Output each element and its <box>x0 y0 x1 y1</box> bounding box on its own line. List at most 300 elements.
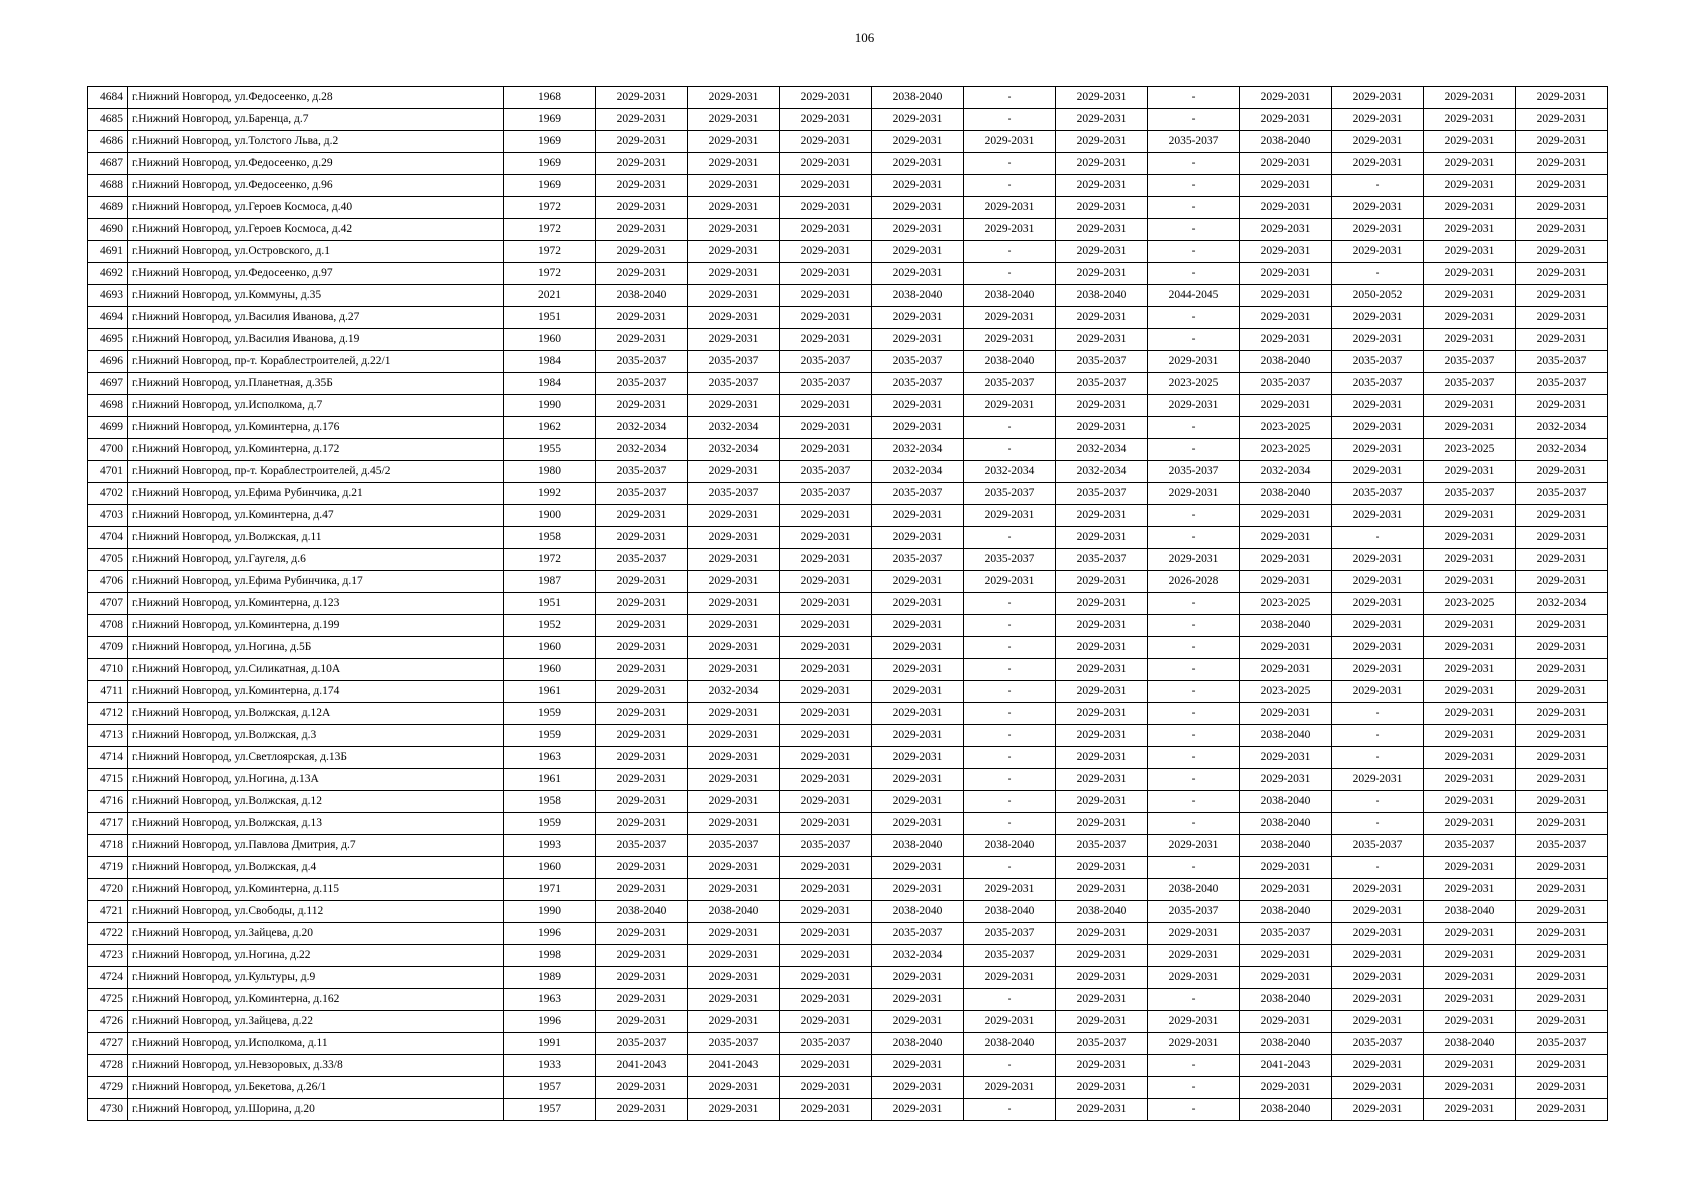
period-cell: 2035-2037 <box>1424 373 1516 395</box>
table-row <box>88 219 1608 241</box>
table-row <box>88 461 1608 483</box>
year-built-cell: 1972 <box>504 549 596 571</box>
row-number-cell: 4692 <box>88 263 128 285</box>
period-cell: 2029-2031 <box>1240 109 1332 131</box>
period-cell: 2038-2040 <box>1424 1033 1516 1055</box>
period-cell: 2029-2031 <box>872 263 964 285</box>
period-cell: 2029-2031 <box>1240 637 1332 659</box>
period-cell: 2029-2031 <box>688 615 780 637</box>
period-cell: 2038-2040 <box>1056 901 1148 923</box>
address-cell: г.Нижний Новгород, ул.Коминтерна, д.199 <box>128 615 504 637</box>
period-cell: 2029-2031 <box>780 527 872 549</box>
period-cell: 2029-2031 <box>596 989 688 1011</box>
period-cell: 2038-2040 <box>1240 615 1332 637</box>
row-number-cell: 4687 <box>88 153 128 175</box>
year-built-cell: 1971 <box>504 879 596 901</box>
period-cell: 2032-2034 <box>1516 417 1608 439</box>
year-built-cell: 1962 <box>504 417 596 439</box>
period-cell: 2035-2037 <box>780 461 872 483</box>
address-cell: г.Нижний Новгород, ул.Исполкома, д.11 <box>128 1033 504 1055</box>
table-row <box>88 857 1608 879</box>
period-cell: 2029-2031 <box>596 769 688 791</box>
period-cell: 2029-2031 <box>1240 879 1332 901</box>
period-cell: 2029-2031 <box>872 571 964 593</box>
row-number-cell: 4707 <box>88 593 128 615</box>
period-cell: 2029-2031 <box>1056 593 1148 615</box>
period-cell: 2035-2037 <box>596 483 688 505</box>
period-cell: 2029-2031 <box>1424 153 1516 175</box>
table-row <box>88 549 1608 571</box>
period-cell: 2029-2031 <box>1516 549 1608 571</box>
period-cell: 2029-2031 <box>596 571 688 593</box>
period-cell: 2029-2031 <box>688 571 780 593</box>
period-cell: - <box>1148 307 1240 329</box>
period-cell: 2029-2031 <box>1516 901 1608 923</box>
period-cell: 2029-2031 <box>1148 351 1240 373</box>
period-cell: 2050-2052 <box>1332 285 1424 307</box>
year-built-cell: 1951 <box>504 593 596 615</box>
period-cell: 2029-2031 <box>1424 813 1516 835</box>
period-cell: 2029-2031 <box>1240 967 1332 989</box>
period-cell: 2029-2031 <box>688 87 780 109</box>
table-row <box>88 439 1608 461</box>
period-cell: 2029-2031 <box>1240 571 1332 593</box>
period-cell: 2029-2031 <box>596 703 688 725</box>
period-cell: 2029-2031 <box>1332 461 1424 483</box>
year-built-cell: 1958 <box>504 527 596 549</box>
period-cell: 2035-2037 <box>872 483 964 505</box>
period-cell: 2029-2031 <box>1240 263 1332 285</box>
period-cell: - <box>1148 219 1240 241</box>
address-cell: г.Нижний Новгород, ул.Коминтерна, д.115 <box>128 879 504 901</box>
period-cell: 2029-2031 <box>1516 791 1608 813</box>
year-built-cell: 1963 <box>504 747 596 769</box>
period-cell: 2029-2031 <box>1516 87 1608 109</box>
table-row <box>88 879 1608 901</box>
period-cell: 2029-2031 <box>596 747 688 769</box>
period-cell: 2029-2031 <box>1516 395 1608 417</box>
period-cell: 2029-2031 <box>1516 505 1608 527</box>
period-cell: 2029-2031 <box>1240 945 1332 967</box>
period-cell: 2029-2031 <box>1056 1099 1148 1121</box>
row-number-cell: 4689 <box>88 197 128 219</box>
period-cell: 2029-2031 <box>688 593 780 615</box>
period-cell: 2029-2031 <box>596 1099 688 1121</box>
period-cell: - <box>1148 659 1240 681</box>
address-cell: г.Нижний Новгород, ул.Василия Иванова, д.19 <box>128 329 504 351</box>
period-cell: 2038-2040 <box>1240 813 1332 835</box>
period-cell: 2029-2031 <box>1516 1011 1608 1033</box>
row-number-cell: 4721 <box>88 901 128 923</box>
period-cell: 2035-2037 <box>1516 483 1608 505</box>
period-cell: 2032-2034 <box>596 439 688 461</box>
year-built-cell: 1998 <box>504 945 596 967</box>
table-row <box>88 571 1608 593</box>
row-number-cell: 4712 <box>88 703 128 725</box>
period-cell: 2029-2031 <box>872 879 964 901</box>
period-cell: - <box>1332 747 1424 769</box>
period-cell: 2029-2031 <box>780 857 872 879</box>
row-number-cell: 4709 <box>88 637 128 659</box>
row-number-cell: 4717 <box>88 813 128 835</box>
period-cell: 2035-2037 <box>688 835 780 857</box>
period-cell: 2029-2031 <box>1240 175 1332 197</box>
period-cell: 2029-2031 <box>1056 615 1148 637</box>
period-cell: 2029-2031 <box>964 505 1056 527</box>
period-cell: - <box>964 725 1056 747</box>
period-cell: 2029-2031 <box>1424 747 1516 769</box>
table-row <box>88 791 1608 813</box>
period-cell: 2032-2034 <box>1056 439 1148 461</box>
period-cell: 2029-2031 <box>1056 219 1148 241</box>
row-number-cell: 4722 <box>88 923 128 945</box>
period-cell: 2029-2031 <box>1056 527 1148 549</box>
period-cell: 2029-2031 <box>1424 549 1516 571</box>
period-cell: 2029-2031 <box>1424 329 1516 351</box>
period-cell: 2029-2031 <box>1332 879 1424 901</box>
table-row <box>88 373 1608 395</box>
period-cell: 2029-2031 <box>1516 1055 1608 1077</box>
period-cell: 2029-2031 <box>1516 813 1608 835</box>
table-row <box>88 1033 1608 1055</box>
period-cell: - <box>1148 747 1240 769</box>
period-cell: 2029-2031 <box>688 945 780 967</box>
period-cell: 2023-2025 <box>1240 681 1332 703</box>
period-cell: 2029-2031 <box>872 791 964 813</box>
period-cell: 2029-2031 <box>1516 263 1608 285</box>
period-cell: 2029-2031 <box>872 219 964 241</box>
period-cell: 2035-2037 <box>780 351 872 373</box>
period-cell: 2029-2031 <box>872 637 964 659</box>
period-cell: 2029-2031 <box>1240 747 1332 769</box>
period-cell: 2035-2037 <box>780 835 872 857</box>
period-cell: 2035-2037 <box>688 351 780 373</box>
period-cell: - <box>1148 1055 1240 1077</box>
period-cell: 2029-2031 <box>1148 967 1240 989</box>
period-cell: 2032-2034 <box>1056 461 1148 483</box>
period-cell: 2029-2031 <box>780 747 872 769</box>
period-cell: 2029-2031 <box>1332 923 1424 945</box>
table-row <box>88 681 1608 703</box>
period-cell: 2029-2031 <box>872 967 964 989</box>
period-cell: 2029-2031 <box>596 879 688 901</box>
period-cell: 2029-2031 <box>596 329 688 351</box>
period-cell: 2032-2034 <box>1516 439 1608 461</box>
period-cell: 2029-2031 <box>1424 87 1516 109</box>
page-number: 106 <box>854 30 875 45</box>
period-cell: 2035-2037 <box>1056 483 1148 505</box>
period-cell: 2029-2031 <box>1056 241 1148 263</box>
address-cell: г.Нижний Новгород, ул.Василия Иванова, д.27 <box>128 307 504 329</box>
table-row <box>88 1011 1608 1033</box>
period-cell: 2029-2031 <box>1424 1077 1516 1099</box>
address-cell: г.Нижний Новгород, ул.Планетная, д.35Б <box>128 373 504 395</box>
period-cell: 2029-2031 <box>1332 571 1424 593</box>
address-cell: г.Нижний Новгород, ул.Коминтерна, д.123 <box>128 593 504 615</box>
table-row <box>88 109 1608 131</box>
period-cell: 2029-2031 <box>1056 153 1148 175</box>
table-row <box>88 813 1608 835</box>
period-cell: 2029-2031 <box>780 1055 872 1077</box>
period-cell: 2029-2031 <box>596 681 688 703</box>
period-cell: - <box>1148 241 1240 263</box>
period-cell: 2029-2031 <box>872 153 964 175</box>
period-cell: 2029-2031 <box>1516 879 1608 901</box>
period-cell: 2035-2037 <box>1056 1033 1148 1055</box>
period-cell: 2029-2031 <box>1516 219 1608 241</box>
row-number-cell: 4705 <box>88 549 128 571</box>
period-cell: 2029-2031 <box>872 659 964 681</box>
period-cell: - <box>1148 439 1240 461</box>
address-cell: г.Нижний Новгород, ул.Невзоровых, д.33/8 <box>128 1055 504 1077</box>
table-row <box>88 989 1608 1011</box>
address-cell: г.Нижний Новгород, ул.Волжская, д.12 <box>128 791 504 813</box>
period-cell: 2029-2031 <box>1240 659 1332 681</box>
period-cell: 2029-2031 <box>1056 1077 1148 1099</box>
period-cell: 2035-2037 <box>1148 901 1240 923</box>
period-cell: 2029-2031 <box>780 549 872 571</box>
period-cell: 2029-2031 <box>1240 769 1332 791</box>
period-cell: 2029-2031 <box>780 87 872 109</box>
period-cell: 2029-2031 <box>1056 109 1148 131</box>
year-built-cell: 1959 <box>504 725 596 747</box>
address-cell: г.Нижний Новгород, ул.Исполкома, д.7 <box>128 395 504 417</box>
period-cell: 2038-2040 <box>596 285 688 307</box>
table-row <box>88 747 1608 769</box>
period-cell: 2029-2031 <box>1240 219 1332 241</box>
year-built-cell: 1960 <box>504 857 596 879</box>
period-cell: 2029-2031 <box>1056 967 1148 989</box>
period-cell: 2035-2037 <box>780 373 872 395</box>
year-built-cell: 1960 <box>504 329 596 351</box>
table-row <box>88 175 1608 197</box>
table-row <box>88 285 1608 307</box>
address-cell: г.Нижний Новгород, ул.Светлоярская, д.13Б <box>128 747 504 769</box>
address-cell: г.Нижний Новгород, ул.Ефима Рубинчика, д.17 <box>128 571 504 593</box>
period-cell: 2029-2031 <box>688 461 780 483</box>
table-row <box>88 483 1608 505</box>
period-cell: 2029-2031 <box>964 329 1056 351</box>
period-cell: - <box>964 417 1056 439</box>
period-cell: 2038-2040 <box>688 901 780 923</box>
row-number-cell: 4728 <box>88 1055 128 1077</box>
period-cell: 2029-2031 <box>872 813 964 835</box>
period-cell: 2029-2031 <box>1424 681 1516 703</box>
period-cell: 2029-2031 <box>780 131 872 153</box>
period-cell: 2029-2031 <box>1056 571 1148 593</box>
period-cell: 2029-2031 <box>596 505 688 527</box>
period-cell: - <box>1148 153 1240 175</box>
period-cell: 2029-2031 <box>964 307 1056 329</box>
row-number-cell: 4726 <box>88 1011 128 1033</box>
period-cell: - <box>964 241 1056 263</box>
period-cell: - <box>964 989 1056 1011</box>
period-cell: 2029-2031 <box>1424 395 1516 417</box>
period-cell: 2029-2031 <box>596 945 688 967</box>
period-cell: 2029-2031 <box>688 1077 780 1099</box>
period-cell: 2029-2031 <box>780 109 872 131</box>
period-cell: 2029-2031 <box>872 769 964 791</box>
year-built-cell: 1900 <box>504 505 596 527</box>
period-cell: 2029-2031 <box>688 329 780 351</box>
period-cell: 2038-2040 <box>964 901 1056 923</box>
period-cell: - <box>964 175 1056 197</box>
period-cell: 2029-2031 <box>872 241 964 263</box>
period-cell: 2029-2031 <box>1424 659 1516 681</box>
period-cell: 2035-2037 <box>780 483 872 505</box>
row-number-cell: 4693 <box>88 285 128 307</box>
period-cell: 2029-2031 <box>1332 549 1424 571</box>
period-cell: 2029-2031 <box>964 967 1056 989</box>
period-cell: 2029-2031 <box>596 175 688 197</box>
period-cell: - <box>964 439 1056 461</box>
period-cell: 2029-2031 <box>1148 549 1240 571</box>
year-built-cell: 1972 <box>504 219 596 241</box>
period-cell: 2029-2031 <box>1516 241 1608 263</box>
period-cell: 2029-2031 <box>1516 329 1608 351</box>
period-cell: - <box>1332 857 1424 879</box>
address-cell: г.Нижний Новгород, ул.Гаугеля, д.6 <box>128 549 504 571</box>
period-cell: - <box>1148 791 1240 813</box>
period-cell: 2029-2031 <box>780 791 872 813</box>
period-cell: 2029-2031 <box>780 615 872 637</box>
period-cell: 2029-2031 <box>1332 219 1424 241</box>
period-cell: 2035-2037 <box>1056 549 1148 571</box>
period-cell: 2029-2031 <box>596 87 688 109</box>
period-cell: - <box>964 769 1056 791</box>
period-cell: 2035-2037 <box>872 351 964 373</box>
year-built-cell: 1987 <box>504 571 596 593</box>
address-cell: г.Нижний Новгород, ул.Ногина, д.22 <box>128 945 504 967</box>
period-cell: 2029-2031 <box>1240 505 1332 527</box>
period-cell: 2029-2031 <box>780 901 872 923</box>
period-cell: 2035-2037 <box>596 549 688 571</box>
period-cell: 2035-2037 <box>1424 351 1516 373</box>
period-cell: 2029-2031 <box>872 175 964 197</box>
row-number-cell: 4719 <box>88 857 128 879</box>
table-row <box>88 329 1608 351</box>
period-cell: 2035-2037 <box>1424 483 1516 505</box>
period-cell: 2029-2031 <box>596 1077 688 1099</box>
period-cell: 2029-2031 <box>1240 1077 1332 1099</box>
period-cell: 2029-2031 <box>1332 1011 1424 1033</box>
period-cell: 2029-2031 <box>1240 857 1332 879</box>
table-row <box>88 131 1608 153</box>
period-cell: 2029-2031 <box>872 395 964 417</box>
year-built-cell: 1969 <box>504 153 596 175</box>
period-cell: 2029-2031 <box>780 593 872 615</box>
period-cell: 2029-2031 <box>1516 1099 1608 1121</box>
period-cell: 2029-2031 <box>1332 197 1424 219</box>
period-cell: - <box>1332 263 1424 285</box>
row-number-cell: 4698 <box>88 395 128 417</box>
period-cell: 2029-2031 <box>780 725 872 747</box>
period-cell: 2029-2031 <box>1332 945 1424 967</box>
period-cell: 2029-2031 <box>1332 87 1424 109</box>
row-number-cell: 4691 <box>88 241 128 263</box>
year-built-cell: 1989 <box>504 967 596 989</box>
period-cell: 2029-2031 <box>1424 285 1516 307</box>
period-cell: 2029-2031 <box>1056 989 1148 1011</box>
period-cell: 2029-2031 <box>688 241 780 263</box>
period-cell: 2029-2031 <box>780 989 872 1011</box>
year-built-cell: 1972 <box>504 263 596 285</box>
period-cell: 2029-2031 <box>1332 395 1424 417</box>
period-cell: - <box>1148 615 1240 637</box>
period-cell: 2029-2031 <box>780 813 872 835</box>
period-cell: 2029-2031 <box>1056 659 1148 681</box>
period-cell: 2029-2031 <box>688 725 780 747</box>
row-number-cell: 4688 <box>88 175 128 197</box>
period-cell: 2038-2040 <box>1240 901 1332 923</box>
address-cell: г.Нижний Новгород, ул.Волжская, д.13 <box>128 813 504 835</box>
period-cell: 2029-2031 <box>1332 153 1424 175</box>
period-cell: 2029-2031 <box>780 967 872 989</box>
address-cell: г.Нижний Новгород, ул.Федосеенко, д.96 <box>128 175 504 197</box>
table-row <box>88 835 1608 857</box>
period-cell: 2029-2031 <box>1424 1011 1516 1033</box>
period-cell: 2029-2031 <box>1332 659 1424 681</box>
period-cell: 2029-2031 <box>1516 461 1608 483</box>
period-cell: 2029-2031 <box>1516 1077 1608 1099</box>
row-number-cell: 4711 <box>88 681 128 703</box>
table-row <box>88 725 1608 747</box>
table-row <box>88 351 1608 373</box>
year-built-cell: 2021 <box>504 285 596 307</box>
table-row <box>88 923 1608 945</box>
period-cell: 2029-2031 <box>780 263 872 285</box>
period-cell: 2029-2031 <box>964 1011 1056 1033</box>
year-built-cell: 1951 <box>504 307 596 329</box>
period-cell: - <box>1148 813 1240 835</box>
address-cell: г.Нижний Новгород, ул.Коминтерна, д.172 <box>128 439 504 461</box>
period-cell: 2029-2031 <box>1332 901 1424 923</box>
period-cell: - <box>1148 175 1240 197</box>
period-cell: 2029-2031 <box>1148 835 1240 857</box>
table-row <box>88 967 1608 989</box>
period-cell: 2029-2031 <box>1240 1011 1332 1033</box>
period-cell: 2029-2031 <box>688 879 780 901</box>
period-cell: 2029-2031 <box>1516 747 1608 769</box>
address-cell: г.Нижний Новгород, ул.Шорина, д.20 <box>128 1099 504 1121</box>
table-row <box>88 197 1608 219</box>
period-cell: 2029-2031 <box>780 285 872 307</box>
period-cell: 2029-2031 <box>596 923 688 945</box>
period-cell: 2041-2043 <box>596 1055 688 1077</box>
period-cell: 2029-2031 <box>964 1077 1056 1099</box>
period-cell: 2029-2031 <box>1240 285 1332 307</box>
period-cell: 2029-2031 <box>1332 967 1424 989</box>
period-cell: 2029-2031 <box>1056 87 1148 109</box>
period-cell: 2029-2031 <box>964 571 1056 593</box>
period-cell: 2029-2031 <box>1148 395 1240 417</box>
period-cell: 2041-2043 <box>1240 1055 1332 1077</box>
address-cell: г.Нижний Новгород, ул.Толстого Льва, д.2 <box>128 131 504 153</box>
period-cell: 2029-2031 <box>1516 703 1608 725</box>
period-cell: - <box>1148 87 1240 109</box>
period-cell: 2035-2037 <box>1332 483 1424 505</box>
period-cell: 2035-2037 <box>596 1033 688 1055</box>
table-row <box>88 241 1608 263</box>
period-cell: 2035-2037 <box>1424 835 1516 857</box>
year-built-cell: 1991 <box>504 1033 596 1055</box>
period-cell: 2029-2031 <box>780 923 872 945</box>
address-cell: г.Нижний Новгород, ул.Коммуны, д.35 <box>128 285 504 307</box>
table-row <box>88 263 1608 285</box>
period-cell: 2029-2031 <box>1056 417 1148 439</box>
period-cell: 2038-2040 <box>1240 989 1332 1011</box>
row-number-cell: 4724 <box>88 967 128 989</box>
